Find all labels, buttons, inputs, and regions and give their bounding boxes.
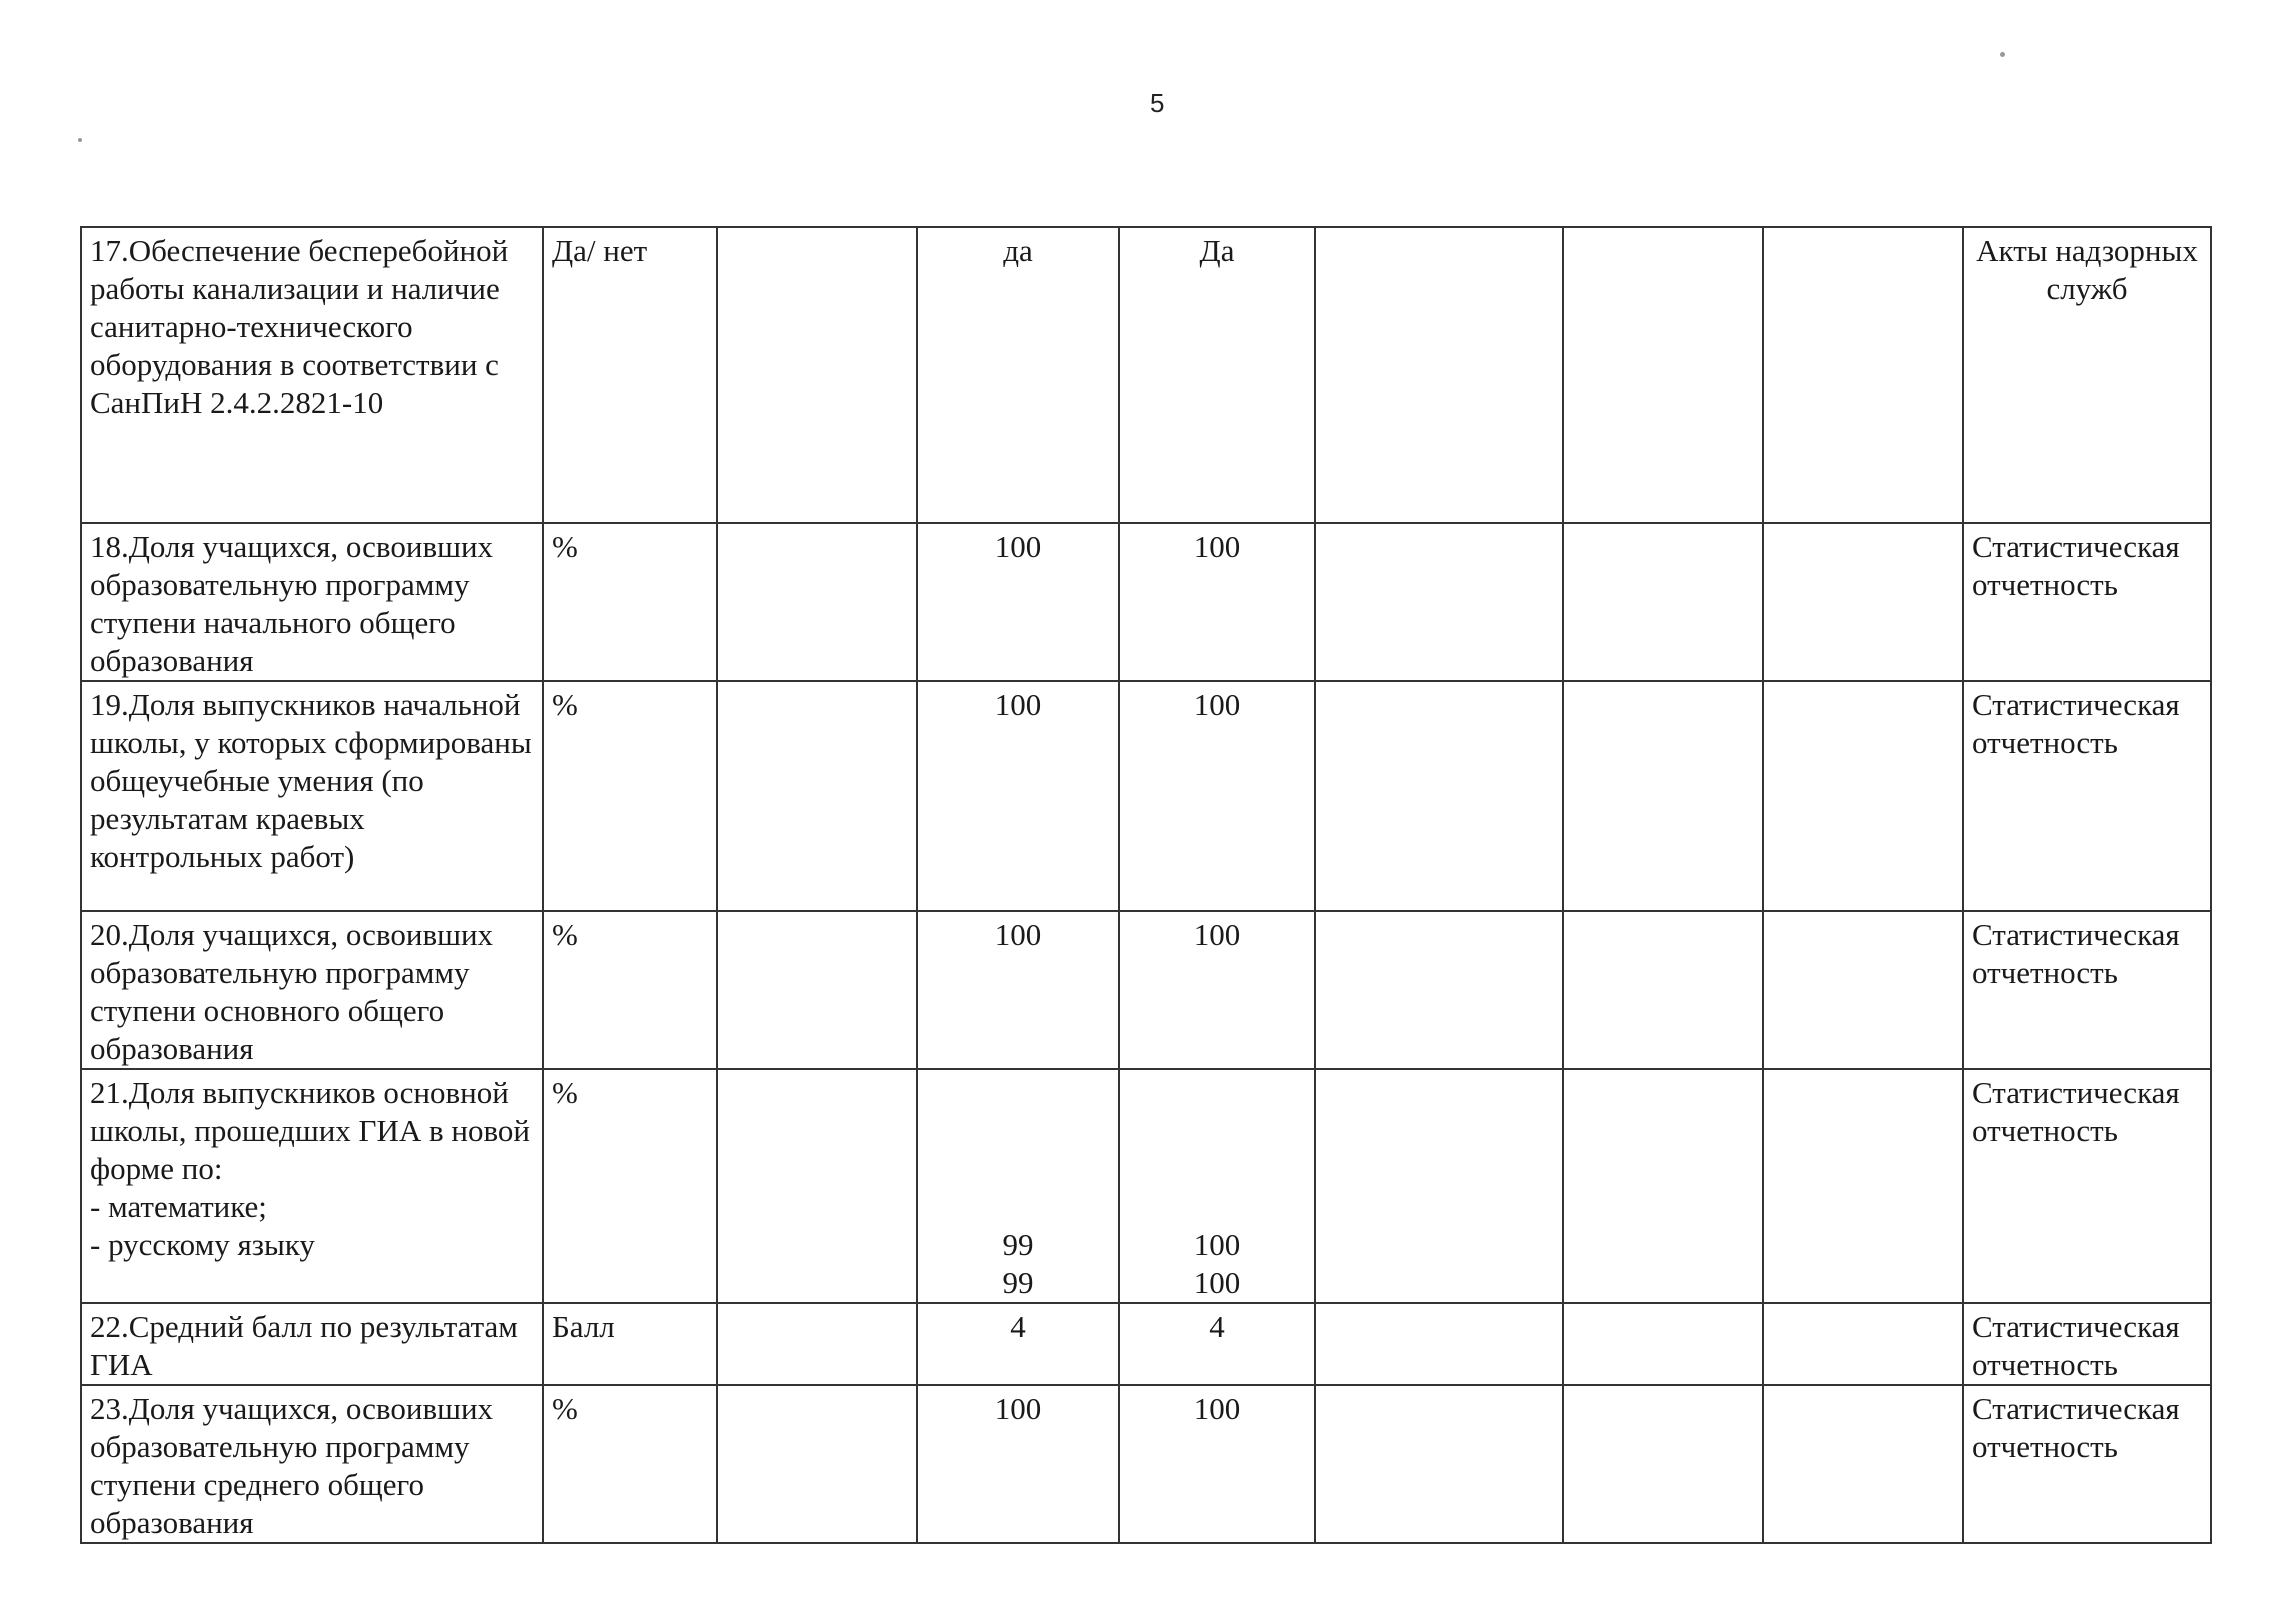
- data-source: Статистическая отчетность: [1963, 681, 2211, 911]
- indicator-name: 23.Доля учащихся, освоивших образовательную программу ступени среднего общего образования: [81, 1385, 543, 1543]
- table-cell: [1315, 911, 1563, 1069]
- indicator-value: 4: [1119, 1303, 1315, 1385]
- indicator-unit: %: [543, 911, 717, 1069]
- table-cell: [1763, 681, 1963, 911]
- table-cell: [717, 1069, 917, 1303]
- table-row: [81, 681, 2211, 911]
- table-row: [81, 1303, 2211, 1385]
- indicator-value: 100: [917, 1385, 1119, 1543]
- indicator-value: да: [917, 227, 1119, 523]
- table-cell: [717, 227, 917, 523]
- indicator-unit: %: [543, 681, 717, 911]
- table-cell: [1763, 523, 1963, 681]
- indicators-table: [80, 226, 2212, 1544]
- table-row: [81, 1385, 2211, 1543]
- indicator-unit: Да/ нет: [543, 227, 717, 523]
- table-cell: [1315, 1069, 1563, 1303]
- indicator-value: [917, 1069, 1119, 1303]
- table-row: [81, 227, 2211, 523]
- table-cell: [1315, 523, 1563, 681]
- table-cell: [1315, 227, 1563, 523]
- indicator-value: 100: [917, 681, 1119, 911]
- table-cell: [1763, 1303, 1963, 1385]
- data-source: Статистическая отчетность: [1963, 1385, 2211, 1543]
- value-math: 100: [1193, 1227, 1241, 1262]
- indicator-value: 100: [1119, 681, 1315, 911]
- data-source: Статистическая отчетность: [1963, 911, 2211, 1069]
- table-cell: [717, 681, 917, 911]
- table-row: [81, 911, 2211, 1069]
- table-cell: [1563, 911, 1763, 1069]
- table-cell: [717, 1385, 917, 1543]
- table-row: [81, 523, 2211, 681]
- table-cell: [717, 523, 917, 681]
- indicator-value: 100: [1119, 523, 1315, 681]
- data-source: Статистическая отчетность: [1963, 1069, 2211, 1303]
- table-cell: [1763, 911, 1963, 1069]
- indicator-value: 100: [1119, 1385, 1315, 1543]
- table-cell: [1563, 1069, 1763, 1303]
- table-cell: [1315, 1385, 1563, 1543]
- indicator-subitem-russian: - русскому языку: [90, 1227, 315, 1262]
- table-cell: [1763, 1385, 1963, 1543]
- indicator-value: 100: [917, 523, 1119, 681]
- value-russian: 99: [1002, 1265, 1034, 1300]
- indicator-name: 18.Доля учащихся, освоивших образовательную программу ступени начального общего образования: [81, 523, 543, 681]
- indicator-unit: %: [543, 1069, 717, 1303]
- indicator-value: [1119, 1069, 1315, 1303]
- indicator-subitem-math: - математике;: [90, 1189, 267, 1224]
- indicator-value: 100: [917, 911, 1119, 1069]
- table-row: [81, 1069, 2211, 1303]
- scan-speck: [2000, 52, 2005, 57]
- scan-speck: [78, 138, 82, 142]
- indicator-unit: %: [543, 523, 717, 681]
- indicator-unit: %: [543, 1385, 717, 1543]
- table-cell: [1563, 227, 1763, 523]
- indicator-unit: Балл: [543, 1303, 717, 1385]
- data-source: Статистическая отчетность: [1963, 1303, 2211, 1385]
- table-cell: [1315, 1303, 1563, 1385]
- table-cell: [1763, 227, 1963, 523]
- indicator-name: 17.Обеспечение бесперебойной работы канализации и наличие санитарно-технического оборудования в соответствии с СанПиН 2.4.2.2821-10: [81, 227, 543, 523]
- table-cell: [1315, 681, 1563, 911]
- table-cell: [1563, 681, 1763, 911]
- data-source: Акты надзорных служб: [1963, 227, 2211, 523]
- indicator-name: 22.Средний балл по результатам ГИА: [81, 1303, 543, 1385]
- page-number: 5: [1150, 88, 1165, 118]
- indicator-value: 100: [1119, 911, 1315, 1069]
- value-russian: 100: [1193, 1265, 1241, 1300]
- data-source: Статистическая отчетность: [1963, 523, 2211, 681]
- value-math: 99: [1002, 1227, 1034, 1262]
- indicator-name: 20.Доля учащихся, освоивших образовательную программу ступени основного общего образования: [81, 911, 543, 1069]
- table-cell: [1563, 1385, 1763, 1543]
- table-cell: [1763, 1069, 1963, 1303]
- indicator-value: Да: [1119, 227, 1315, 523]
- indicator-name-text: 21.Доля выпускников основной школы, прошедших ГИА в новой форме по:: [90, 1075, 530, 1186]
- table-cell: [717, 1303, 917, 1385]
- table-cell: [1563, 1303, 1763, 1385]
- indicator-name: [81, 1069, 543, 1303]
- indicator-value: 4: [917, 1303, 1119, 1385]
- table-cell: [717, 911, 917, 1069]
- indicator-name: 19.Доля выпускников начальной школы, у которых сформированы общеучебные умения (по результатам краевых контрольных работ): [81, 681, 543, 911]
- table-cell: [1563, 523, 1763, 681]
